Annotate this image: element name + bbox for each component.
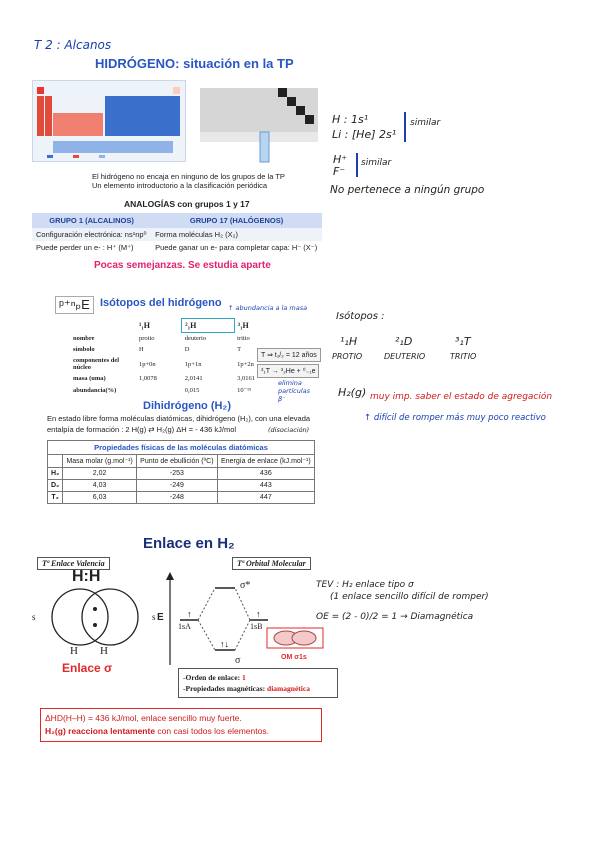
iso-row-label: masa (uma)	[73, 375, 106, 382]
props-cell: 447	[217, 492, 314, 504]
reactivity-rest: con casi todos los elementos.	[155, 726, 269, 736]
note-h-config: H : 1s¹	[332, 113, 369, 126]
periodic-table-grey	[200, 86, 318, 166]
tritium-note: elimina partículas β⁻	[278, 379, 311, 403]
note-li-config: Li : [He] 2s¹	[332, 128, 397, 141]
iso-row-label: abundancia(%)	[73, 386, 117, 394]
note-oe: OE = (2 - 0)/2 = 1 → Diamagnética	[316, 612, 474, 622]
analogy-table	[32, 213, 322, 254]
iso-row-label: nombre	[73, 334, 95, 342]
iso-cell: H	[139, 346, 144, 353]
analogy-cell: Puede perder un e- : H⁺ (M⁺)	[36, 243, 134, 252]
iso-row-label: componentes del núcleo	[73, 357, 120, 371]
analogy-cell: Configuración electrónica: ns¹np⁰	[36, 230, 147, 239]
mass-annotation: ↑ abundancia a la masa	[228, 304, 308, 312]
note-iso-d: ²₁D	[395, 335, 413, 348]
enlace-sigma-label: Enlace σ	[62, 661, 113, 675]
bond-order-label: -Orden de enlace:	[183, 673, 241, 682]
brace-1	[404, 112, 406, 142]
tev-box: Tª Enlace Valencia	[37, 557, 110, 570]
note-iso-t: ³₁T	[455, 335, 471, 348]
iso-cell: protio	[139, 334, 155, 342]
props-cell: 4,03	[63, 480, 137, 492]
disociacion-note: (disociación)	[268, 426, 310, 434]
section1-title: HIDRÓGENO: situación en la TP	[95, 56, 294, 71]
svg-text:↑: ↑	[256, 609, 261, 619]
lewis-structure: H:H	[72, 568, 101, 585]
note-similar-1: similar	[410, 118, 441, 128]
analogy-cell: Forma moléculas H₂ (X₂)	[155, 230, 238, 239]
om-label: OM σ1s	[281, 654, 307, 661]
brace-2	[356, 153, 358, 177]
props-header: Masa molar (g.mol⁻¹)	[63, 455, 137, 468]
orbital-1sb: 1sB	[250, 622, 263, 631]
iso-cell: 0,015	[184, 386, 200, 394]
note-hplus: H⁺	[333, 153, 348, 166]
iso-row-label: símbolo	[73, 346, 95, 353]
note-tev2: (1 enlace sencillo difícil de romper)	[330, 592, 489, 602]
iso-cell: 1p+1n	[184, 360, 202, 368]
iso-cell: 2,0141	[184, 375, 203, 382]
props-cell: 436	[217, 468, 314, 480]
props-header: Punto de ebullición (ºC)	[136, 455, 217, 468]
props-cell: -248	[136, 492, 217, 504]
props-header: Energía de enlace (kJ.mol⁻¹)	[217, 455, 314, 468]
iso-cell: 1p+2n	[237, 360, 254, 368]
magnetic-row	[183, 683, 333, 694]
note-aggregation: muy imp. saber el estado de agregación	[370, 392, 553, 402]
reactivity-line	[45, 725, 317, 738]
iso-header-tritio: ³₁H	[237, 321, 249, 330]
bond-energy-line: ΔHD(H–H) = 436 kJ/mol, enlace sencillo muy fuerte.	[45, 713, 242, 723]
orbital-s-left: s	[32, 612, 36, 622]
props-header	[48, 455, 63, 468]
props-cell: -249	[136, 480, 217, 492]
magnetic-value: diamagnética	[267, 684, 310, 693]
periodic-table-graphic	[33, 81, 185, 161]
isotope-symbol: ᵖ⁺ⁿₚE	[55, 296, 94, 314]
mo-properties-box	[178, 668, 338, 698]
iso-cell: 3,0161	[237, 375, 256, 382]
orbital-overlap-diagram	[40, 585, 150, 650]
iso-header-protio: ¹₁H	[139, 321, 151, 330]
iso-cell: tritio	[237, 334, 250, 342]
properties-caption: Propiedades físicas de las moléculas diatómicas	[47, 440, 315, 454]
bond-order-row	[183, 672, 333, 683]
grey-table-graphic	[200, 86, 318, 166]
iso-header-deuterio: ²₁H	[182, 319, 234, 333]
atom-h-right: H	[100, 645, 108, 657]
note-tev: TEV : H₂ enlace tipo σ	[316, 580, 414, 590]
mo-diagram	[150, 570, 290, 670]
analogy-cell: Puede ganar un e- para completar capa: H⁻ (X⁻)	[155, 243, 318, 252]
note-reactive: ↑ difícil de romper más muy poco reactivo	[364, 413, 546, 423]
orbital-1sa: 1sA	[178, 622, 191, 631]
note-similar-2: similar	[361, 158, 392, 168]
periodic-table-image	[32, 80, 186, 162]
sigma-star-label: σ*	[240, 580, 251, 591]
analogy-header-1: GRUPO 1 (ALCALINOS)	[32, 213, 151, 228]
iso-cell: D	[184, 346, 190, 353]
bond-order-value: 1	[241, 673, 246, 682]
iso-cell: 10⁻¹⁵	[237, 387, 252, 394]
summary-box	[40, 708, 322, 742]
iso-cell: T	[237, 346, 242, 353]
note-isotopes-title: Isótopos :	[336, 311, 385, 322]
tom-box: Tª Orbital Molecular	[232, 557, 311, 570]
orbital-s-right: s	[152, 612, 156, 622]
tritium-halflife-box: T ⇒ t₁/₂ = 12 años	[257, 348, 321, 362]
note-tritio: TRITIO	[450, 352, 477, 361]
section2-title: Isótopos del hidrógeno	[100, 297, 222, 309]
iso-cell	[136, 384, 182, 396]
props-cell: H₂	[48, 468, 63, 480]
note-h2g: H₂(g)	[338, 386, 367, 399]
isotopes-table	[70, 318, 280, 396]
iso-cell: 1p+0n	[139, 360, 156, 368]
page-heading: T 2 : Alcanos	[34, 38, 112, 52]
props-cell: D₂	[48, 480, 63, 492]
section3-title: Dihidrógeno (H₂)	[143, 400, 231, 412]
note-deuterio: DEUTERIO	[384, 352, 426, 361]
caption-line2: Un elemento introductorio a la clasificación periódica	[92, 181, 268, 190]
energy-axis-label: E	[157, 612, 164, 623]
section4-title: Enlace en H₂	[143, 535, 235, 552]
analogy-header-2: GRUPO 17 (HALÓGENOS)	[151, 213, 322, 228]
note-fminus: F⁻	[333, 165, 346, 178]
props-cell: 443	[217, 480, 314, 492]
props-cell: 6,03	[63, 492, 137, 504]
note-protio: PROTIO	[332, 352, 363, 361]
reactivity-strong: H₂(g) reacciona lentamente	[45, 726, 156, 736]
magnetic-label: -Propiedades magnéticas:	[183, 684, 266, 693]
iso-cell: 1,0078	[139, 375, 157, 382]
om-orbital-shape	[266, 627, 324, 653]
tritium-decay-box: ³₁T → ³₂He + ⁰₋₁e	[257, 364, 319, 378]
note-no-group: No pertenece a ningún grupo	[330, 184, 485, 196]
props-cell: -253	[136, 468, 217, 480]
dihydrogen-desc: En estado libre forma moléculas diatómicas, dihidrógeno (H₂), con una elevada entalpía de formación : 2 H(g) ⇄ H₂(g) ΔH = - 436 kJ/mol	[47, 414, 311, 434]
svg-text:↑: ↑	[187, 609, 192, 619]
props-cell: T₂	[48, 492, 63, 504]
caption-line1: El hidrógeno no encaja en ninguno de los grupos de la TP	[92, 172, 285, 181]
conclusion-text: Pocas semejanzas. Se estudia aparte	[94, 260, 271, 271]
atom-h-left: H	[70, 645, 78, 657]
note-iso-h: ¹₁H	[340, 335, 358, 348]
sigma-label: σ	[235, 655, 241, 666]
props-cell: 2,02	[63, 468, 137, 480]
analogy-title: ANALOGÍAS con grupos 1 y 17	[124, 199, 250, 209]
svg-text:↑↓: ↑↓	[220, 639, 229, 649]
properties-table	[47, 440, 315, 504]
iso-cell: deuterio	[184, 335, 207, 342]
